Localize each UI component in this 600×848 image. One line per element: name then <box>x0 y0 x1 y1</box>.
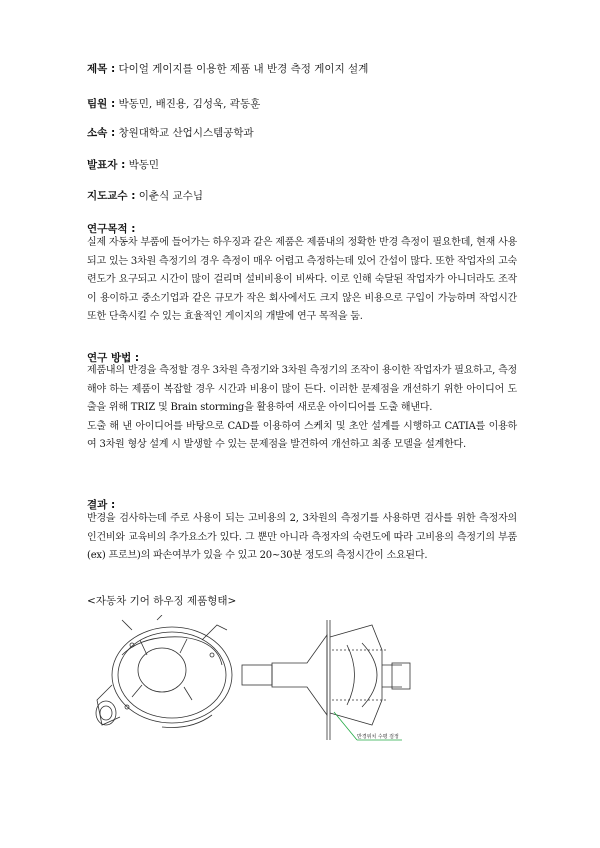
advisor-label: 지도교수 : <box>87 190 136 202</box>
housing-isometric-drawing <box>96 615 232 728</box>
method-heading: 연구 방법 : <box>87 352 140 364</box>
team-label: 팀원 : <box>87 98 116 110</box>
team-value: 박동민, 배진용, 김성욱, 곽동훈 <box>118 98 261 110</box>
purpose-heading: 연구목적 : <box>87 223 136 235</box>
team-row <box>87 97 260 111</box>
purpose-text: 실제 자동차 부품에 들어가는 하우징과 같은 제품은 제품내의 정확한 반경 측정이 필요한데, 현재 사용되고 있는 3차원 측정기의 경우 측정이 매우 어렵고 측정하는데 있어 간섭이 많다. 또한 작업자의 고숙련도가 요구되고 시간이 많이 걸리며 설비비용이 비싸다. 이로 인해 숙달된 작업자가 아니더라도 조작이 용이하고 중소기업과 같은 규모가 작은 회사에서도 크지 않은 비용으로 구입이 가능하며 작업시간 또한 단축시킬 수 있는 효율적인 게이지의 개발에 연구 목적을 둠. <box>87 237 517 323</box>
title-value: 다이얼 게이지를 이용한 제품 내 반경 측정 게이지 설계 <box>118 63 369 75</box>
purpose-paragraph <box>87 234 517 327</box>
gear-housing-figure <box>92 615 512 760</box>
presenter-label: 발표자 : <box>87 159 126 171</box>
result-text: 반경을 검사하는데 주로 사용이 되는 고비용의 2, 3차원의 측정기를 사용하면 검사를 위한 측정자의 인건비와 교육비의 추가요소가 있다. 그 뿐만 아니라 측정자의 숙련도에 따라 고비용의 측정기의 부품 (ex) 프로브)의 파손여부가 있을 수 있고 20~30분 정도의 측정시간이 소요된다. <box>87 513 517 562</box>
result-paragraph <box>87 510 517 566</box>
advisor-row <box>87 189 203 203</box>
method-paragraph <box>87 362 517 455</box>
presenter-row <box>87 158 159 172</box>
title-row <box>87 62 368 76</box>
annotation-leader-line <box>334 712 357 740</box>
method-text-2: 도출 해 낸 아이디어를 바탕으로 CAD를 이용하여 스케치 및 초안 설계를 시행하고 CATIA를 이용하여 3차원 형상 설계 시 발생할 수 있는 문제점을 발견하여 개선하고 최종 모델을 설계한다. <box>87 420 517 451</box>
figure-caption: <자동차 기어 하우징 제품형태> <box>87 595 237 607</box>
affiliation-label: 소속 : <box>87 127 116 139</box>
presenter-value: 박동민 <box>128 159 160 171</box>
affiliation-value: 창원대학교 산업시스템공학과 <box>118 127 254 139</box>
method-text-1: 제품내의 반경을 측정할 경우 3차원 측정기와 3차원 측정기의 조작이 용이한 작업자가 필요하고, 측정해야 하는 제품이 복잡할 경우 시간과 비용이 많이 든다. 이러한 문제점을 개선하기 위한 아이디어 도출을 위해 TRIZ 및 Brain storming을 활용하여 새로운 아이디어를 도출 해낸다. <box>87 365 517 414</box>
result-heading: 결과 : <box>87 499 116 511</box>
figure-annotation-label: 반경위치 수평 검정 <box>357 734 399 740</box>
advisor-value: 이춘식 교수님 <box>138 190 203 202</box>
title-label: 제목 : <box>87 63 116 75</box>
affiliation-row <box>87 126 254 140</box>
housing-side-drawing <box>242 620 410 740</box>
